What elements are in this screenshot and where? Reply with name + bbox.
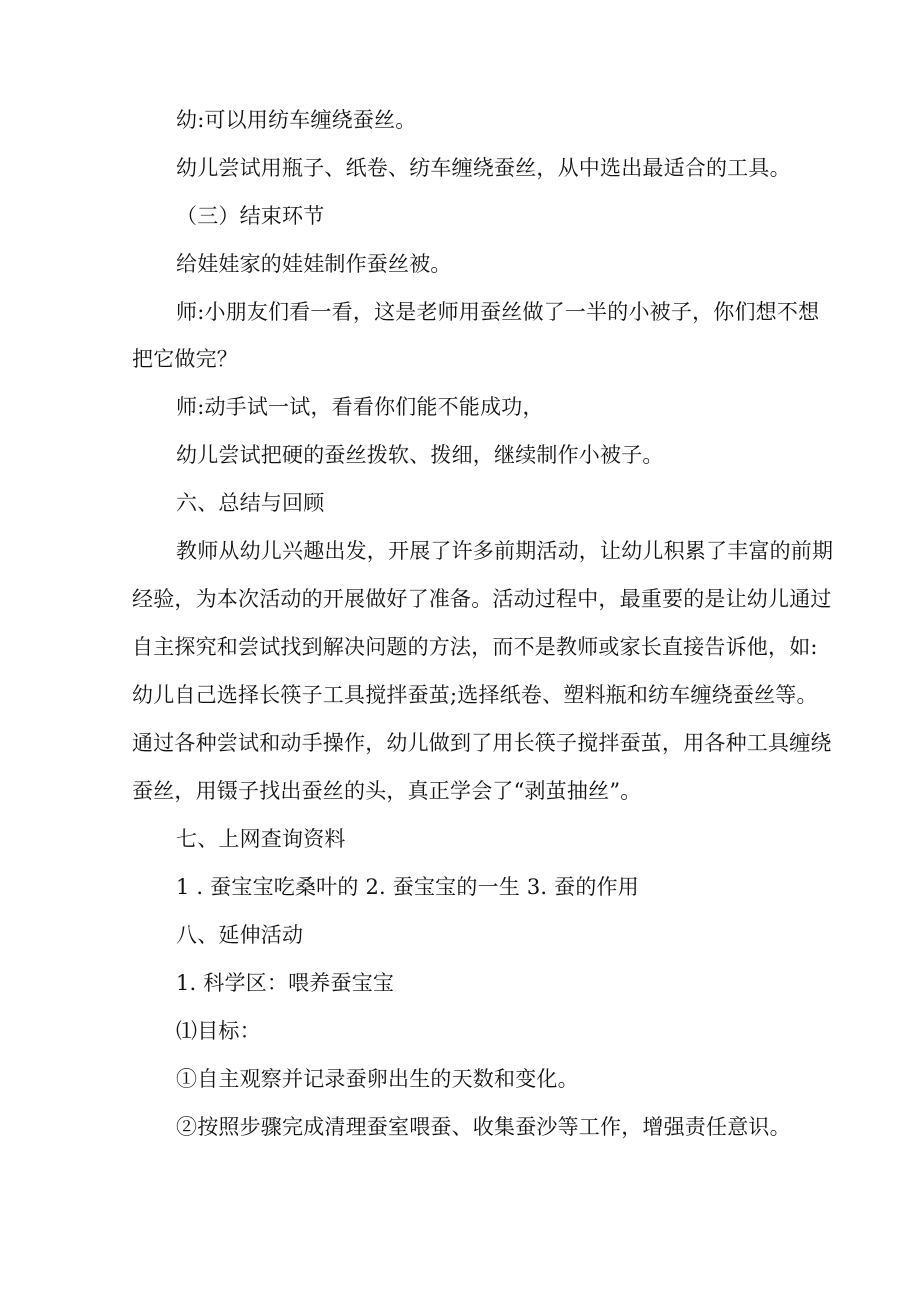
section-heading: 六、总结与回顾 [176, 491, 325, 515]
section-heading: 八、延伸活动 [176, 923, 304, 947]
paragraph-line: 教师从幼儿兴趣出发，开展了许多前期活动，让幼儿积累了丰富的前期 [176, 539, 834, 563]
list-item: 1 . 蚕宝宝吃桑叶的 2. 蚕宝宝的一生 3. 蚕的作用 [176, 875, 639, 899]
paragraph-line: 蚕丝，用镊子找出蚕丝的头，真正学会了“剥茧抽丝”。 [132, 779, 642, 803]
paragraph-line: 通过各种尝试和动手操作，幼儿做到了用长筷子搅拌蚕茧，用各种工具缠绕 [132, 731, 832, 755]
list-item: ①自主观察并记录蚕卵出生的天数和变化。 [176, 1067, 579, 1091]
section-heading: （三）结束环节 [176, 204, 325, 228]
section-heading: 七、上网查询资料 [176, 827, 346, 851]
paragraph-line: 给娃娃家的娃娃制作蚕丝被。 [176, 252, 452, 276]
paragraph-line: 幼:可以用纺车缠绕蚕丝。 [176, 108, 417, 132]
paragraph-line: 师:动手试一试，看看你们能不能成功， [176, 395, 544, 419]
paragraph-line: 幼儿尝试用瓶子、纸卷、纺车缠绕蚕丝，从中选出最适合的工具。 [176, 156, 791, 180]
paragraph-line: 幼儿自己选择长筷子工具搅拌蚕茧;选择纸卷、塑料瓶和纺车缠绕蚕丝等。 [132, 683, 818, 707]
list-item: ⑴目标： [176, 1019, 261, 1043]
paragraph-line: 把它做完？ [132, 347, 238, 371]
paragraph-line: 幼儿尝试把硬的蚕丝拨软、拨细，继续制作小被子。 [176, 443, 664, 467]
paragraph-line: 自主探究和尝试找到解决问题的方法，而不是教师或家长直接告诉他，如: [132, 635, 818, 659]
paragraph-line: 师:小朋友们看一看，这是老师用蚕丝做了一半的小被子，你们想不想 [176, 300, 820, 324]
paragraph-line: 经验，为本次活动的开展做好了准备。活动过程中，最重要的是让幼儿通过 [132, 587, 832, 611]
list-item: 1. 科学区：喂养蚕宝宝 [176, 971, 395, 995]
list-item: ②按照步骤完成清理蚕室喂蚕、收集蚕沙等工作，增强责任意识。 [176, 1115, 791, 1139]
